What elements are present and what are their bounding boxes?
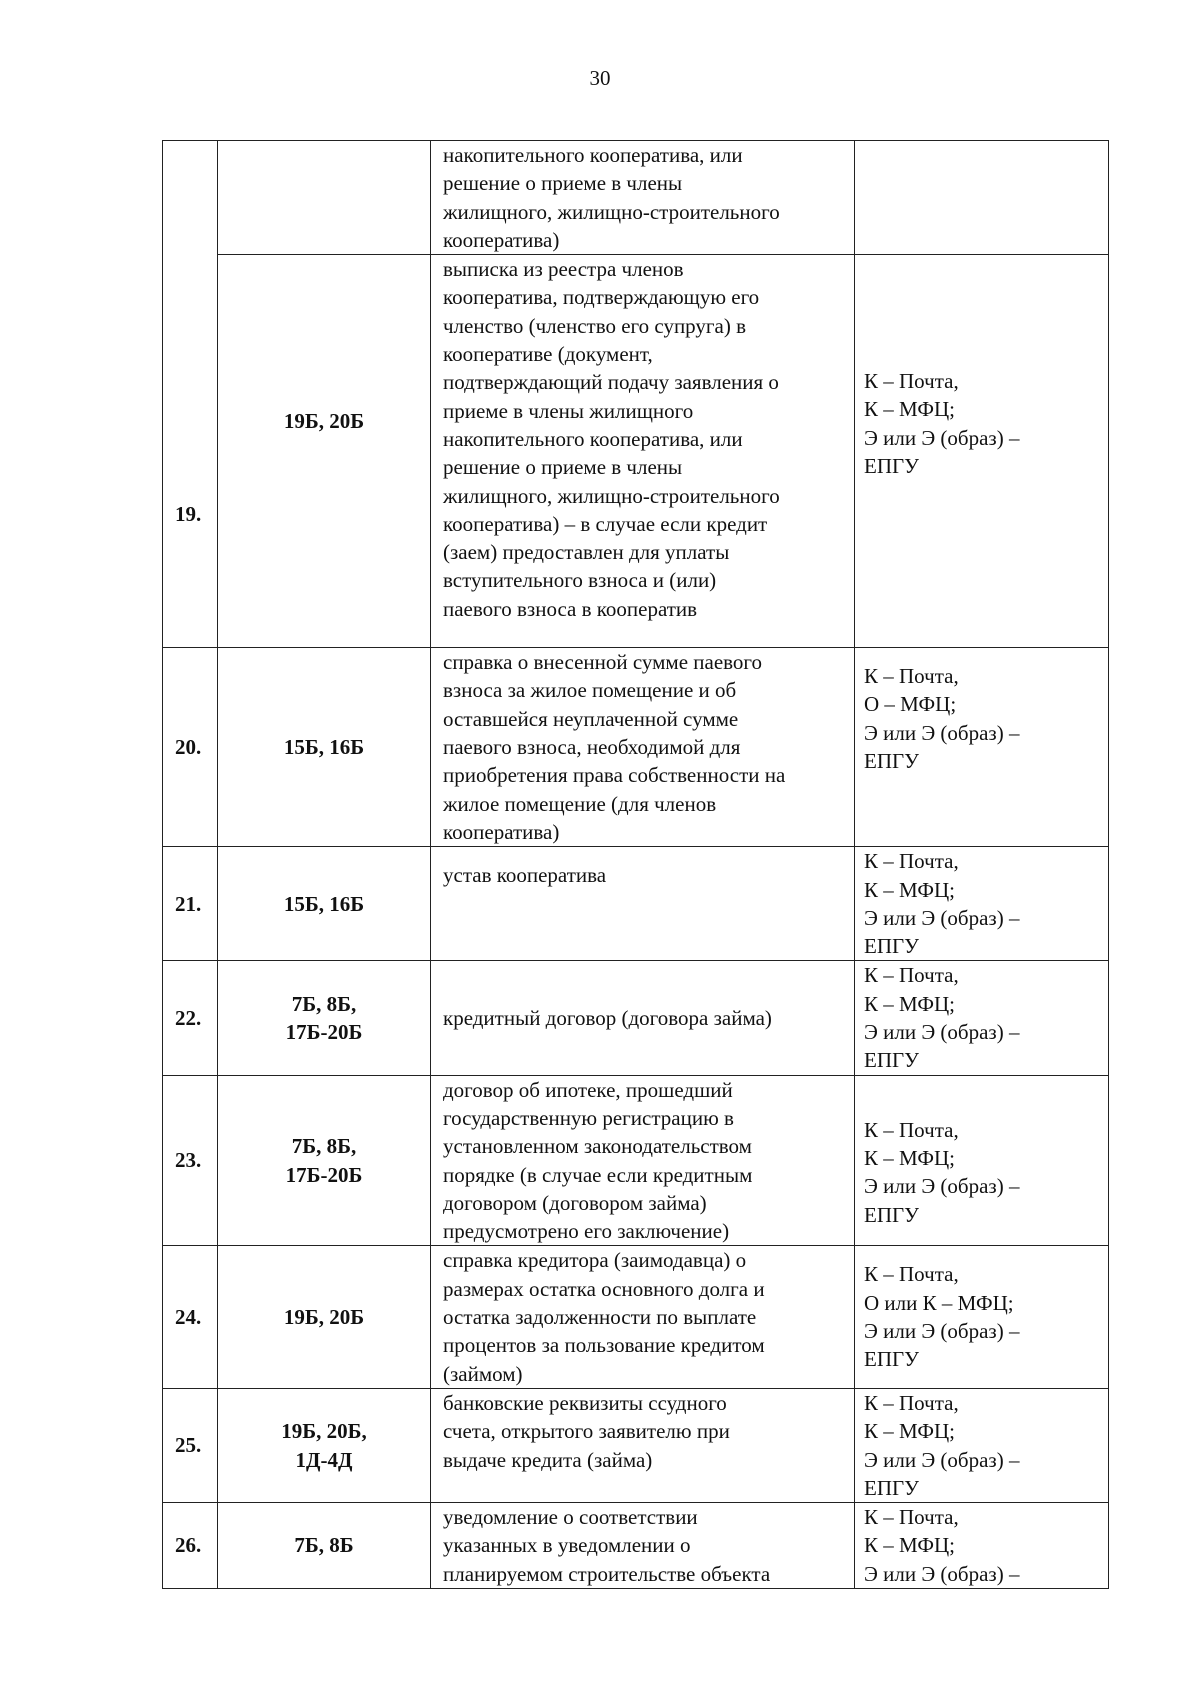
document-line: предусмотрено его заключение) (443, 1219, 730, 1244)
table-row (163, 255, 1109, 648)
row-number: 25. (163, 1388, 218, 1502)
document-line: приобретения права собственности на (443, 763, 786, 788)
row-codes: 7Б, 8Б, 17Б-20Б (218, 961, 431, 1075)
document-line: установленном законодательством (443, 1134, 752, 1159)
document-line: кооператива) (443, 227, 560, 252)
way-line: Э или Э (образ) – (864, 905, 1020, 930)
document-line: устав кооператива (443, 863, 607, 888)
way-line: ЕПГУ (864, 454, 920, 479)
row-number: 23. (163, 1075, 218, 1246)
table-row (163, 648, 1109, 847)
row-codes: 7Б, 8Б, 17Б-20Б (218, 1075, 431, 1246)
document-line: паевого взноса в кооператив (443, 596, 698, 621)
way-line: О или К – МФЦ; (864, 1290, 1014, 1315)
document-line: кооперативе (документ, (443, 342, 653, 367)
document-line: оставшейся неуплаченной сумме (443, 706, 739, 731)
document-line: приеме в члены жилищного (443, 398, 694, 423)
way-line: ЕПГУ (864, 1475, 920, 1500)
table-row (163, 961, 1109, 1075)
way-line: Э или Э (образ) – (864, 1020, 1020, 1045)
document-line: договор об ипотеке, прошедший (443, 1077, 733, 1102)
way-line: К – МФЦ; (864, 397, 955, 422)
document-line: кооператива, подтверждающую его (443, 285, 760, 310)
document-line: паевого взноса, необходимой для (443, 735, 741, 760)
document-line: остатка задолженности по выплате (443, 1305, 757, 1330)
way-line: О – МФЦ; (864, 692, 957, 717)
table-row (163, 1246, 1109, 1388)
way-line: ЕПГУ (864, 1202, 920, 1227)
way-line: Э или Э (образ) – (864, 1174, 1020, 1199)
way-line: К – Почта, (864, 1505, 959, 1530)
row-submission-ways (855, 961, 1109, 1075)
table-row (163, 1503, 1109, 1589)
row-document (431, 961, 855, 1075)
row-submission-ways (855, 255, 1109, 648)
row-codes: 15Б, 16Б (218, 847, 431, 961)
row-number: 19. (163, 141, 218, 648)
way-line: Э или Э (образ) – (864, 1447, 1020, 1472)
row-codes: 7Б, 8Б (218, 1503, 431, 1589)
document-line: выписка из реестра членов (443, 257, 684, 282)
row-document (431, 1246, 855, 1388)
way-line: Э или Э (образ) – (864, 425, 1020, 450)
row-number: 22. (163, 961, 218, 1075)
document-line: накопительного кооператива, или (443, 143, 743, 167)
row-submission-ways (855, 1388, 1109, 1502)
document-line: банковские реквизиты ссудного (443, 1390, 727, 1415)
way-line: Э или Э (образ) – (864, 1319, 1020, 1344)
document-line: решение о приеме в члены (443, 455, 683, 480)
document-line: справка о внесенной сумме паевого (443, 650, 763, 675)
document-line: размерах остатка основного долга и (443, 1276, 765, 1301)
way-line: К – МФЦ; (864, 1419, 955, 1444)
row-document (431, 1075, 855, 1246)
way-line: К – Почта, (864, 1390, 959, 1415)
way-line: К – МФЦ; (864, 1145, 955, 1170)
document-line: государственную регистрацию в (443, 1105, 734, 1130)
way-line: К – МФЦ; (864, 991, 955, 1016)
row-document (431, 255, 855, 648)
way-line: К – Почта, (864, 369, 959, 394)
way-line: К – Почта, (864, 1262, 959, 1287)
row-codes (218, 141, 431, 255)
row-document (431, 847, 855, 961)
way-line: ЕПГУ (864, 934, 920, 959)
row-document (431, 1388, 855, 1502)
way-line: ЕПГУ (864, 1048, 920, 1073)
document-line: накопительного кооператива, или (443, 426, 743, 451)
row-codes: 19Б, 20Б (218, 1246, 431, 1388)
document-line: планируемом строительстве объекта (443, 1561, 771, 1586)
way-line: К – Почта, (864, 664, 959, 689)
way-line: ЕПГУ (864, 749, 920, 774)
way-line: Э или Э (образ) – (864, 1561, 1020, 1586)
row-number: 21. (163, 847, 218, 961)
document-line: подтверждающий подачу заявления о (443, 370, 779, 395)
way-line: К – Почта, (864, 849, 959, 874)
table-row (163, 1388, 1109, 1502)
page-number: 30 (589, 66, 611, 90)
document-line: уведомление о соответствии (443, 1505, 698, 1530)
row-submission-ways (855, 141, 1109, 255)
document-line: порядке (в случае если кредитным (443, 1162, 753, 1187)
document-line: жилищного, жилищно-строительного (443, 483, 780, 508)
table-row (163, 141, 1109, 255)
row-document (431, 141, 855, 255)
row-submission-ways (855, 648, 1109, 847)
document-line: (заем) предоставлен для уплаты (443, 540, 730, 565)
document-line: процентов за пользование кредитом (443, 1333, 765, 1358)
row-submission-ways (855, 1246, 1109, 1388)
document-line: кооператива) (443, 819, 560, 844)
row-submission-ways (855, 847, 1109, 961)
document-line: членство (членство его супруга) в (443, 313, 746, 338)
row-codes: 19Б, 20Б, 1Д-4Д (218, 1388, 431, 1502)
document-line: договором (договором займа) (443, 1190, 707, 1215)
row-submission-ways (855, 1075, 1109, 1246)
row-submission-ways (855, 1503, 1109, 1589)
table-row (163, 847, 1109, 961)
document-line: жилищного, жилищно-строительного (443, 199, 780, 224)
row-number: 20. (163, 648, 218, 847)
row-number: 26. (163, 1503, 218, 1589)
documents-table (162, 140, 1109, 1589)
document-line: решение о приеме в члены (443, 171, 683, 196)
row-document (431, 1503, 855, 1589)
way-line: ЕПГУ (864, 1347, 920, 1372)
document-line: счета, открытого заявителю при (443, 1419, 730, 1444)
document-line: кредитный договор (договора займа) (443, 1005, 772, 1030)
document-line: выдаче кредита (займа) (443, 1447, 653, 1472)
way-line: К – Почта, (864, 1117, 959, 1142)
way-line: Э или Э (образ) – (864, 720, 1020, 745)
row-codes: 19Б, 20Б (218, 255, 431, 648)
document-line: кооператива) – в случае если кредит (443, 511, 768, 536)
document-line: указанных в уведомлении о (443, 1533, 691, 1558)
document-line: (займом) (443, 1361, 523, 1386)
row-document (431, 648, 855, 847)
way-line: К – МФЦ; (864, 877, 955, 902)
document-line: вступительного взноса и (или) (443, 568, 717, 593)
way-line: К – МФЦ; (864, 1533, 955, 1558)
way-line: К – Почта, (864, 963, 959, 988)
document-line: жилое помещение (для членов (443, 791, 717, 816)
document-line: справка кредитора (заимодавца) о (443, 1248, 747, 1273)
document-line: взноса за жилое помещение и об (443, 678, 737, 703)
table-row (163, 1075, 1109, 1246)
row-number: 24. (163, 1246, 218, 1388)
row-codes: 15Б, 16Б (218, 648, 431, 847)
